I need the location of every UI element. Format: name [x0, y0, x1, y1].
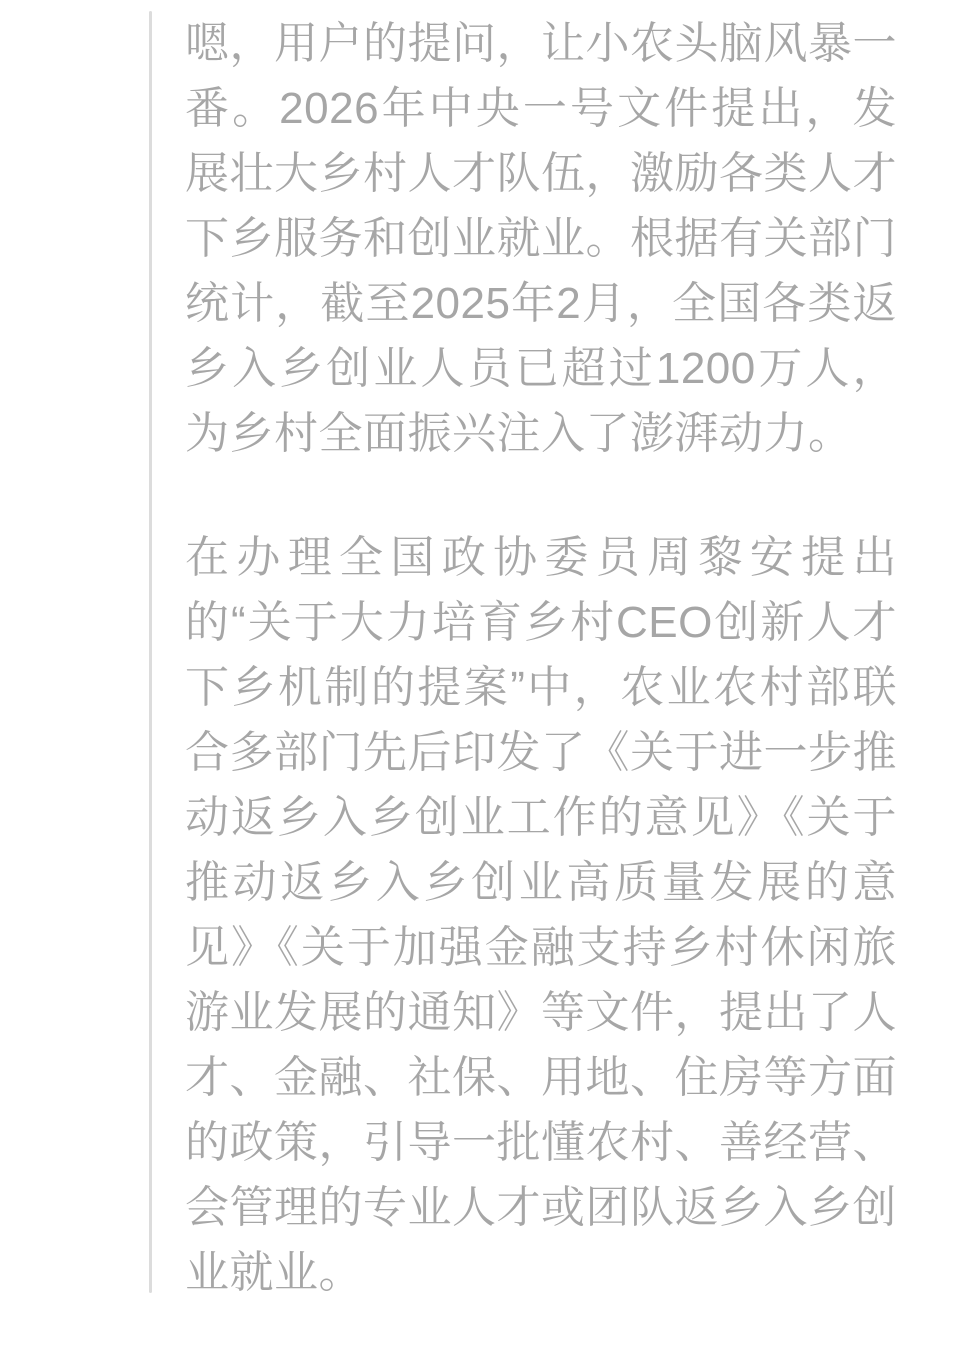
- quote-accent-bar: [149, 11, 152, 1293]
- thinking-paragraph-2: 在办理全国政协委员周黎安提出的“关于大力培育乡村CEO创新人才下乡机制的提案”中，农业农村部联合多部门先后印发了《关于进一步推动返乡入乡创业工作的意见》《关于推动返乡入乡创业高质量发展的意见》《关于加强金融支持乡村休闲旅游业发展的通知》等文件，提出了人才、金融、社保、用地、住房等方面的政策，引导一批懂农村、善经营、会管理的专业人才或团队返乡入乡创业就业。: [185, 533, 897, 1297]
- thinking-paragraph-1: 嗯，用户的提问，让小农头脑风暴一番。2026年中央一号文件提出，发展壮大乡村人才队伍，激励各类人才下乡服务和创业就业。根据有关部门统计，截至2025年2月，全国各类返乡入乡创业人员已超过1200万人，为乡村全面振兴注入了澎湃动力。: [185, 19, 897, 458]
- thinking-quote-block: [185, 11, 897, 1305]
